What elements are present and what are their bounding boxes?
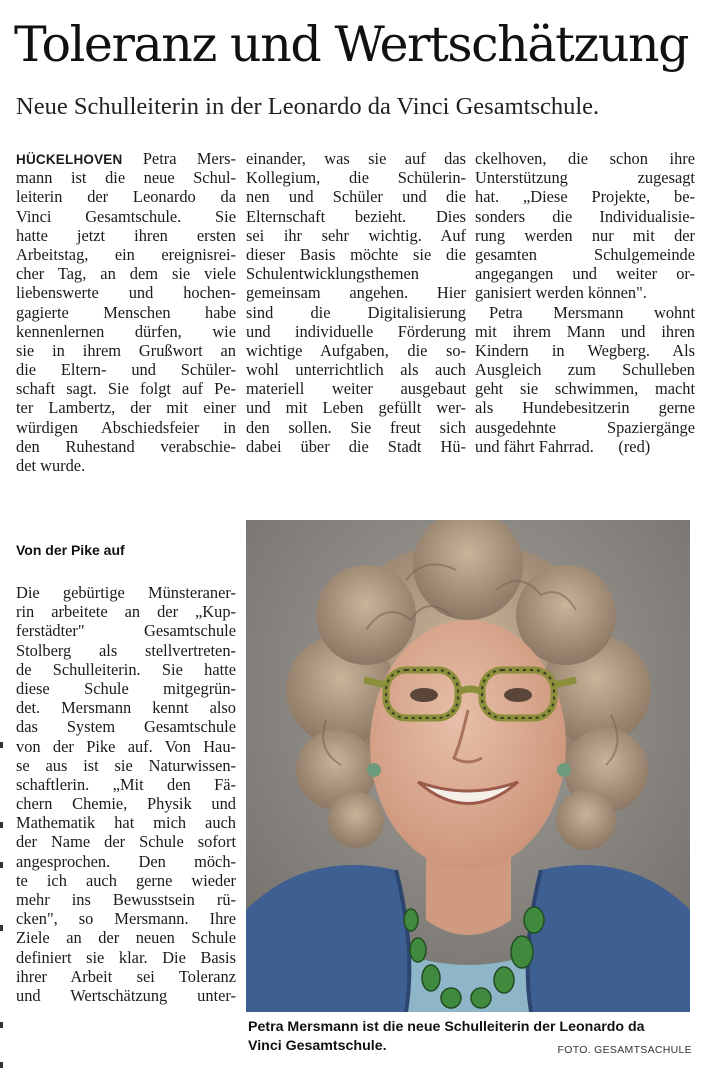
text-line: ferstädter" Gesamtschule bbox=[16, 621, 236, 641]
text-line: angesprochen. Den möch- bbox=[16, 851, 236, 871]
headline: Toleranz und Wertschätzung bbox=[14, 16, 689, 73]
text-line: Die gebürtige Münsteraner- bbox=[16, 583, 236, 602]
text-line: kennenlernen dürfen, wie bbox=[16, 321, 236, 341]
text-line: ausgedehnte Spaziergänge bbox=[475, 417, 695, 437]
text-line: und Wertschätzung unter- bbox=[16, 985, 236, 1005]
text-line: und mit Leben gefüllt wer- bbox=[246, 398, 466, 418]
text-line: hat. „Diese Projekte, be- bbox=[475, 187, 695, 207]
text-line: die Eltern- und Schüler- bbox=[16, 360, 236, 380]
text-line: definiert sie klar. Die Basis bbox=[16, 947, 236, 967]
text-line: sie in ihrem Grußwort an bbox=[16, 340, 236, 360]
caption-line: Petra Mersmann ist die neue Schulleiterin der Leonardo da bbox=[248, 1019, 645, 1035]
caption-line: Vinci Gesamtschule. bbox=[248, 1038, 387, 1054]
photo-credit: FOTO. GESAMTSACHULE bbox=[557, 1044, 692, 1056]
text-line: angegangen und weiter or- bbox=[475, 264, 695, 284]
text-line: mit ihrem Mann und ihren bbox=[475, 321, 695, 341]
article-column-1 bbox=[16, 149, 236, 475]
text-line: schaftlerin. „Mit den Fä- bbox=[16, 774, 236, 794]
dateline: HÜCKELHOVEN bbox=[16, 152, 123, 167]
text-line: den sollen. Sie freut sich bbox=[246, 417, 466, 437]
text-line: gagierte Menschen habe bbox=[16, 302, 236, 322]
text-line: wichtige Aufgaben, die so- bbox=[246, 340, 466, 360]
text-line: und fährt Fahrrad. (red) bbox=[475, 436, 651, 456]
text-line: wohl unterrichtlich als auch bbox=[246, 360, 466, 380]
edge-mark bbox=[0, 925, 3, 931]
article-column-2 bbox=[246, 149, 466, 456]
text-line: und individuelle Förderung bbox=[246, 321, 466, 341]
text-line: rung werden nur mit der bbox=[475, 225, 695, 245]
text-line: ckelhoven, die schon ihre bbox=[475, 149, 695, 168]
edge-mark bbox=[0, 1022, 3, 1028]
text-line: dieser Basis möchte sie die bbox=[246, 244, 466, 264]
text-line: Stolberg als stellvertreten- bbox=[16, 640, 236, 660]
text-line: cher Tag, an dem sie viele bbox=[16, 264, 236, 284]
text-line: sonders die Individualisie- bbox=[475, 206, 695, 226]
text-line: te ich auch gerne wieder bbox=[16, 870, 236, 890]
text-line: der Name der Schule sofort bbox=[16, 832, 236, 852]
text-line: gesamten Schulgemeinde bbox=[475, 244, 695, 264]
edge-mark bbox=[0, 1062, 3, 1068]
text-line: einander, was sie auf das bbox=[246, 149, 466, 168]
text-line: HÜCKELHOVEN Petra Mers- bbox=[16, 149, 236, 168]
text-line: Kollegium, die Schülerin- bbox=[246, 168, 466, 188]
edge-mark bbox=[0, 742, 3, 748]
text-line: Mathematik hat mich auch bbox=[16, 813, 236, 833]
text-line: Schulentwicklungsthemen bbox=[246, 264, 419, 284]
text-line: dabei über die Stadt Hü- bbox=[246, 436, 466, 456]
text-line: das System Gesamtschule bbox=[16, 717, 236, 737]
text-line: ihrer Arbeit sei Toleranz bbox=[16, 966, 236, 986]
text-line: diese Schule mitgegrün- bbox=[16, 678, 236, 698]
subheadline: Neue Schulleiterin in der Leonardo da Vinci Gesamtschule. bbox=[16, 93, 600, 120]
section-heading: Von der Pike auf bbox=[16, 542, 125, 558]
text-line: det. Mersmann kennt also bbox=[16, 698, 236, 718]
text-line: gemeinsam angehen. Hier bbox=[246, 283, 466, 303]
text-line: Ziele an der neuen Schule bbox=[16, 928, 236, 948]
text-line: als Hundebesitzerin gerne bbox=[475, 398, 695, 418]
edge-mark bbox=[0, 822, 3, 828]
article-column-3 bbox=[475, 149, 695, 456]
text-line: mann ist die neue Schul- bbox=[16, 168, 236, 188]
portrait-photo bbox=[246, 520, 690, 1012]
text-line: sei ihr sehr wichtig. Auf bbox=[246, 225, 466, 245]
article-column-1-continued bbox=[16, 583, 236, 1005]
text-line: von der Pike auf. Von Hau- bbox=[16, 736, 236, 756]
text-line: de Schulleiterin. Sie hatte bbox=[16, 659, 236, 679]
text-line: geht sie schwimmen, macht bbox=[475, 379, 695, 399]
text-line: chern Chemie, Physik und bbox=[16, 794, 236, 814]
text-line: ganisiert werden können". bbox=[475, 283, 647, 303]
text-line: sind die Digitalisierung bbox=[246, 302, 466, 322]
text-line: Vinci Gesamtschule. Sie bbox=[16, 206, 236, 226]
text-line: schaft sagt. Sie folgt auf Pe- bbox=[16, 379, 236, 399]
text-line: liebenswerte und hochen- bbox=[16, 283, 236, 303]
text-line: Unterstützung zugesagt bbox=[475, 168, 695, 188]
portrait-illustration bbox=[246, 520, 690, 1012]
text-line: rin arbeitete an der „Kup- bbox=[16, 602, 236, 622]
edge-mark bbox=[0, 862, 3, 868]
text-line: se aus ist sie Naturwissen- bbox=[16, 755, 236, 775]
text-line: nen und Schüler und die bbox=[246, 187, 466, 207]
text-line: det wurde. bbox=[16, 456, 86, 475]
text-line: cken", so Mersmann. Ihre bbox=[16, 909, 236, 929]
text-line: den Ruhestand verabschie- bbox=[16, 436, 236, 456]
text-line: Elternschaft bezieht. Dies bbox=[246, 206, 466, 226]
text-line: Ausgleich zum Schulleben bbox=[475, 360, 695, 380]
text-line: hatte jetzt ihren ersten bbox=[16, 225, 236, 245]
text-line: leiterin der Leonardo da bbox=[16, 187, 236, 207]
text-line: materiell weiter ausgebaut bbox=[246, 379, 466, 399]
text-line: Arbeitstag, ein ereignisrei- bbox=[16, 244, 236, 264]
text-line: ter Lambertz, der mit einer bbox=[16, 398, 236, 418]
text-line: Kindern in Wegberg. Als bbox=[475, 340, 695, 360]
text-line: mehr ins Bewusstsein rü- bbox=[16, 890, 236, 909]
text-line: würdigen Abschiedsfeier in bbox=[16, 417, 236, 437]
text-line: Petra Mersmann wohnt bbox=[489, 302, 695, 322]
